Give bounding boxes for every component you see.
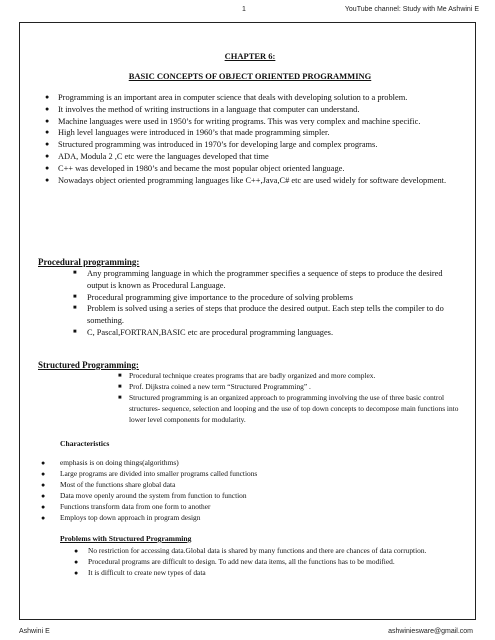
list-item: ● It is difficult to create new types of data xyxy=(74,568,464,579)
bullet-icon: ● xyxy=(74,547,79,555)
bullet-icon: ● xyxy=(45,93,50,101)
list-item: ● Machine languages were used in 1950’s for writing programs. This was very complex and machine specific. xyxy=(45,116,421,126)
intro-list xyxy=(38,92,462,186)
bullet-icon: ● xyxy=(45,140,50,149)
bullet-icon: ● xyxy=(41,480,46,489)
list-item: ● Large programs are divided into smaller programs called functions xyxy=(38,469,462,480)
structured-heading: Structured Programming: xyxy=(38,360,139,370)
page-number: 1 xyxy=(242,6,246,13)
bullet-icon: ● xyxy=(45,128,50,137)
characteristics-list xyxy=(38,458,462,523)
procedural-heading: Procedural programming: xyxy=(38,257,140,267)
square-bullet-icon: ■ xyxy=(73,328,77,335)
list-item: ● No restriction for accessing data.Global data is shared by many functions and there are chances of data corruption. xyxy=(74,546,464,557)
list-item: ● High level languages were introduced in 1960’s that made programming simpler. xyxy=(45,128,330,138)
bullet-icon: ● xyxy=(45,151,50,160)
channel-credit: YouTube channel: Study with Me Ashwini E xyxy=(344,6,479,13)
list-item: ■ Structured programming is an organized approach to programming involving the use of three basic control structures- sequence, selection and looping and the use of top down concepts to decompose main functions into lower level components for modularity. xyxy=(118,392,459,424)
bullet-icon: ● xyxy=(45,163,50,172)
bullet-icon: ● xyxy=(74,557,79,566)
bullet-icon: ● xyxy=(45,116,50,125)
list-item: ■ Any programming language in which the programmer specifies a sequence of steps to produce the desired output is known as Procedural Language. xyxy=(73,269,443,290)
square-bullet-icon: ■ xyxy=(73,270,77,276)
problems-heading: Problems with Structured Programming xyxy=(60,534,192,543)
chapter-title: CHAPTER 6: xyxy=(224,51,276,61)
characteristics-heading: Characteristics xyxy=(60,439,110,448)
list-item: ● C++ was developed in 1980’s and became the most popular object oriented language. xyxy=(45,163,345,173)
list-item: ■ C, Pascal,FORTRAN,BASIC etc are procedural programming languages. xyxy=(73,327,334,337)
list-item: ■ Procedural technique creates programs that are badly organized and more complex. xyxy=(118,371,464,382)
bullet-icon: ● xyxy=(41,502,46,511)
square-bullet-icon: ■ xyxy=(118,394,122,401)
list-item: ● It involves the method of writing instructions in a language that computer can understand. xyxy=(45,104,360,114)
list-item: ● Employs top down approach in program design xyxy=(38,513,462,524)
bullet-icon: ● xyxy=(45,175,50,184)
problems-list xyxy=(74,546,464,579)
procedural-list xyxy=(72,268,464,339)
bullet-icon: ● xyxy=(41,459,46,467)
list-item: ● Procedural programs are difficult to design. To add new data items, all the functions has to be modified. xyxy=(74,557,464,568)
bullet-icon: ● xyxy=(74,568,79,577)
square-bullet-icon: ■ xyxy=(118,383,122,390)
list-item: ● Functions transform data from one form to another xyxy=(38,502,462,513)
bullet-icon: ● xyxy=(41,513,46,522)
author-email: ashwiniesware@gmail.com xyxy=(388,628,473,635)
author-name: Ashwini E xyxy=(19,628,50,635)
list-item: ■ Prof. Dijkstra coined a new term “Structured Programming” . xyxy=(118,382,464,393)
square-bullet-icon: ■ xyxy=(73,305,77,312)
bullet-icon: ● xyxy=(41,469,46,478)
list-item: ● ADA, Modula 2 ,C etc were the languages developed that time xyxy=(45,151,269,161)
list-item: ● Structured programming was introduced in 1970’s for developing large and complex programs. xyxy=(45,140,378,150)
chapter-subtitle: BASIC CONCEPTS OF OBJECT ORIENTED PROGRAMMING xyxy=(128,71,372,81)
list-item: ● emphasis is on doing things(algorithms) xyxy=(38,458,462,469)
list-item: ● Data move openly around the system from function to function xyxy=(38,491,462,502)
structured-list xyxy=(118,371,464,426)
list-item: ● Most of the functions share global data xyxy=(38,480,462,491)
bullet-icon: ● xyxy=(45,104,50,113)
square-bullet-icon: ■ xyxy=(118,373,122,379)
square-bullet-icon: ■ xyxy=(73,293,77,300)
list-item: ● Nowadays object oriented programming languages like C++,Java,C# etc are used widely for software development. xyxy=(45,175,447,185)
list-item: ■ Problem is solved using a series of steps that produce the desired output. Each step tells the compiler to do something. xyxy=(73,304,444,326)
bullet-icon: ● xyxy=(41,491,46,500)
list-item: ● Programming is an important area in computer science that deals with developing solution to a problem. xyxy=(45,93,408,102)
list-item: ■ Procedural programming give importance to the procedure of solving problems xyxy=(73,292,353,302)
